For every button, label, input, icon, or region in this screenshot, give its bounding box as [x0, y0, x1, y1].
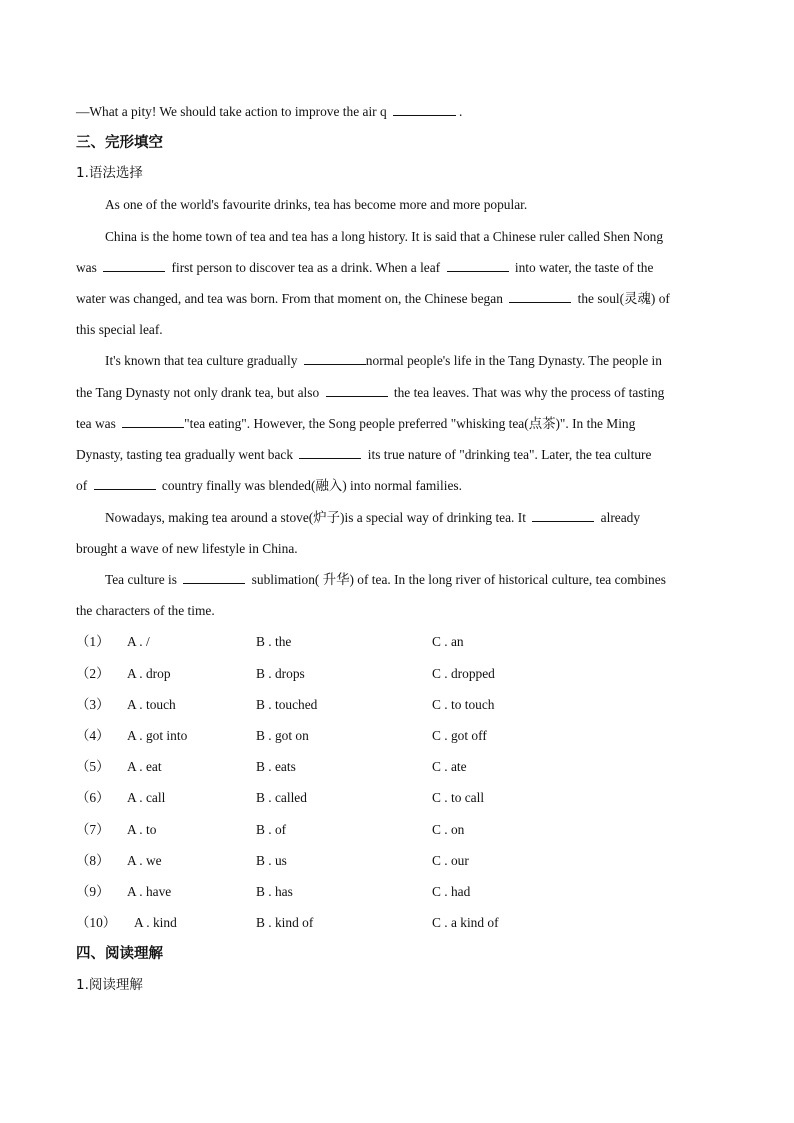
- passage-line: [76, 290, 670, 308]
- answer-blank-2: [447, 259, 509, 272]
- section-heading-reading: 四、阅读理解: [76, 946, 163, 962]
- answer-blank-10: [183, 571, 245, 584]
- option-a: A . to: [127, 822, 157, 837]
- option-a: A . we: [127, 853, 162, 868]
- passage-text: of: [76, 478, 88, 493]
- passage-text: tea was: [76, 416, 116, 431]
- option-number: （7）: [76, 822, 110, 837]
- option-row: [76, 727, 716, 745]
- passage-text: already: [600, 510, 641, 525]
- previous-question-end: .: [459, 104, 463, 119]
- previous-question-line: [76, 103, 462, 121]
- passage-text: water was changed, and tea was born. From that moment on, the Chinese began: [76, 291, 503, 306]
- passage-text: the Tang Dynasty not only drank tea, but also: [76, 385, 320, 400]
- option-c: C . to touch: [432, 697, 495, 712]
- option-a: A . have: [127, 884, 172, 899]
- option-c: C . an: [432, 634, 464, 649]
- option-b: B . eats: [256, 759, 296, 774]
- passage-line: [105, 571, 666, 589]
- option-row: [76, 665, 716, 683]
- passage-line: China is the home town of tea and tea has a long history. It is said that a Chinese ruler called Shen Nong: [105, 229, 664, 244]
- passage-text: normal people's life in the Tang Dynasty. The people in: [365, 353, 662, 368]
- option-b: B . kind of: [256, 915, 314, 930]
- passage-text: Nowadays, making tea around a stove(炉子)is a special way of drinking tea. It: [105, 510, 526, 525]
- passage-line: [105, 509, 640, 527]
- option-b: B . touched: [256, 697, 318, 712]
- option-row: [76, 914, 716, 932]
- option-row: [76, 633, 716, 651]
- option-a: A . call: [127, 790, 166, 805]
- answer-blank-7: [299, 446, 361, 459]
- option-a: A . kind: [134, 915, 177, 930]
- option-a: A . drop: [127, 666, 171, 681]
- previous-question-text: —What a pity! We should take action to improve the air q: [76, 104, 387, 119]
- section-heading-cloze: 三、完形填空: [76, 135, 163, 151]
- question-label-grammar: 1.语法选择: [76, 165, 143, 181]
- answer-blank-6: [122, 415, 184, 428]
- question-label-reading: 1.阅读理解: [76, 977, 143, 993]
- option-a: A . touch: [127, 697, 176, 712]
- answer-blank-9: [532, 509, 594, 522]
- passage-line: [76, 259, 653, 277]
- option-row: [76, 696, 716, 714]
- option-row: [76, 852, 716, 870]
- option-row: [76, 883, 716, 901]
- option-b: B . us: [256, 853, 287, 868]
- option-number: （6）: [76, 790, 110, 805]
- passage-line: [76, 477, 462, 495]
- passage-text: into water, the taste of the: [514, 260, 654, 275]
- option-c: C . a kind of: [432, 915, 499, 930]
- option-number: （2）: [76, 666, 110, 681]
- option-number: （9）: [76, 884, 110, 899]
- passage-line: [105, 352, 662, 370]
- option-b: B . drops: [256, 666, 305, 681]
- passage-line: this special leaf.: [76, 322, 163, 337]
- option-number: （5）: [76, 759, 110, 774]
- option-a: A . /: [127, 634, 150, 649]
- answer-blank-1: [103, 259, 165, 272]
- passage-text: the tea leaves. That was why the process of tasting: [393, 385, 665, 400]
- passage-text: its true nature of "drinking tea". Later, the tea culture: [367, 447, 652, 462]
- passage-text: Dynasty, tasting tea gradually went back: [76, 447, 294, 462]
- option-number: （3）: [76, 697, 110, 712]
- answer-blank-4: [304, 352, 366, 365]
- answer-blank-5: [326, 384, 388, 397]
- passage-line: the characters of the time.: [76, 603, 215, 618]
- option-row: [76, 821, 716, 839]
- passage-text: sublimation( 升华) of tea. In the long river of historical culture, tea combines: [251, 572, 666, 587]
- option-c: C . on: [432, 822, 465, 837]
- option-row: [76, 789, 716, 807]
- passage-line: As one of the world's favourite drinks, tea has become more and more popular.: [105, 197, 528, 212]
- option-c: C . ate: [432, 759, 467, 774]
- option-number: （1）: [76, 634, 110, 649]
- passage-text: was: [76, 260, 97, 275]
- option-c: C . our: [432, 853, 469, 868]
- option-c: C . got off: [432, 728, 487, 743]
- answer-blank-8: [94, 477, 156, 490]
- option-number: （4）: [76, 728, 110, 743]
- option-b: B . of: [256, 822, 287, 837]
- option-a: A . got into: [127, 728, 188, 743]
- passage-line: brought a wave of new lifestyle in China.: [76, 541, 298, 556]
- option-c: C . had: [432, 884, 471, 899]
- passage-line: [76, 415, 635, 433]
- passage-text: It's known that tea culture gradually: [105, 353, 298, 368]
- passage-text: the soul(灵魂) of: [577, 291, 670, 306]
- option-c: C . dropped: [432, 666, 495, 681]
- option-row: [76, 758, 716, 776]
- option-a: A . eat: [127, 759, 162, 774]
- option-number: （10）: [76, 915, 117, 930]
- passage-text: country finally was blended(融入) into normal families.: [161, 478, 462, 493]
- answer-blank-3: [509, 290, 571, 303]
- option-b: B . has: [256, 884, 293, 899]
- passage-text: "tea eating". However, the Song people preferred "whisking tea(点茶)". In the Ming: [184, 416, 636, 431]
- passage-text: Tea culture is: [105, 572, 177, 587]
- option-c: C . to call: [432, 790, 485, 805]
- option-b: B . called: [256, 790, 307, 805]
- passage-line: [76, 384, 664, 402]
- option-b: B . got on: [256, 728, 309, 743]
- answer-blank: [393, 103, 456, 116]
- passage-line: [76, 446, 651, 464]
- option-number: （8）: [76, 853, 110, 868]
- passage-text: first person to discover tea as a drink. When a leaf: [171, 260, 441, 275]
- option-b: B . the: [256, 634, 292, 649]
